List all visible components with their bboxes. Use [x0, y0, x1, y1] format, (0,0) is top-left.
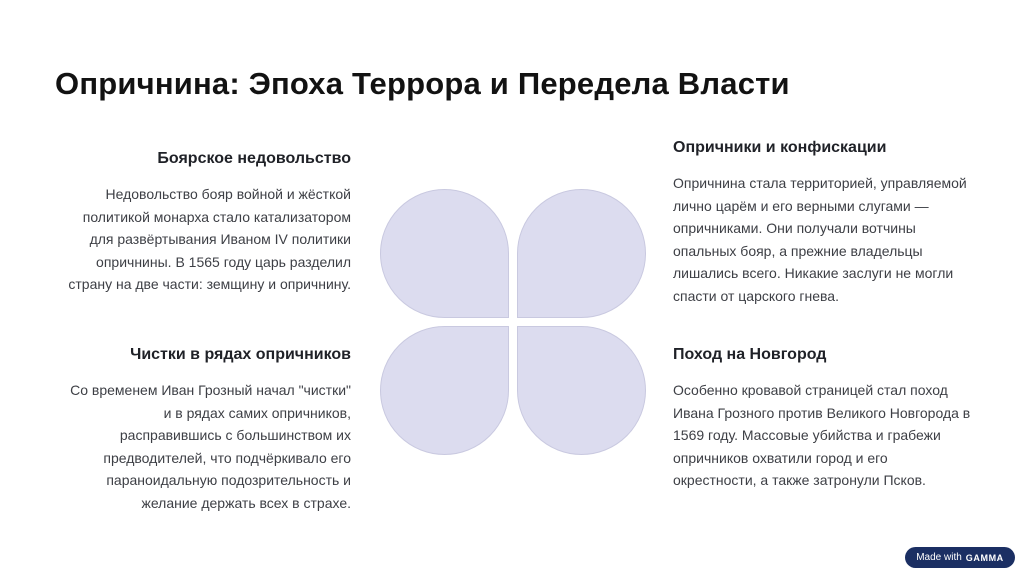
petal-bottom-right: [517, 326, 646, 455]
petal-top-right: [517, 189, 646, 318]
page-title: Опричнина: Эпоха Террора и Передела Власти: [55, 66, 790, 101]
section-oprichniki-purges: [60, 345, 351, 514]
petal-bottom-left: [380, 326, 509, 455]
section-text: Опричнина стала территорией, управляемой лично царём и его верными слугами — опричниками. Они получали вотчины опальных бояр, а прежние владельцы лишались всего. Никакие заслуги не могли спасти от царского гнева.: [673, 175, 967, 304]
section-heading: Чистки в рядах опричников: [130, 346, 351, 363]
made-with-gamma-badge[interactable]: [905, 547, 1015, 568]
section-text: Особенно кровавой страницей стал поход Ивана Грозного против Великого Новгорода в 1569 году. Массовые убийства и грабежи опричников охватили город и его окрестности, а также затронули Псков.: [673, 382, 971, 488]
petal-top-left: [380, 189, 509, 318]
section-heading: Поход на Новгород: [673, 346, 827, 363]
section-oprichniki-confiscations: [673, 138, 973, 307]
section-text: Недовольство бояр войной и жёсткой политикой монарха стало катализатором для развёртывания Иваном IV политики опричнины. В 1565 году царь разделил страну на две части: земщину и опричнину.: [68, 186, 351, 292]
badge-prefix: Made with: [916, 552, 962, 563]
section-heading: Опричники и конфискации: [673, 139, 887, 156]
gamma-logo: GAMMA: [965, 552, 1004, 563]
section-boyar-discontent: [60, 149, 351, 296]
section-novgorod-campaign: [673, 345, 973, 492]
section-text: Со временем Иван Грозный начал "чистки" и в рядах самих опричников, расправившись с большинством их предводителей, что подчёркивало его параноидальную подозрительность и желание держать всех в страхе.: [70, 382, 351, 511]
quadrant-petals-graphic: [380, 189, 646, 455]
section-heading: Боярское недовольство: [157, 150, 351, 167]
